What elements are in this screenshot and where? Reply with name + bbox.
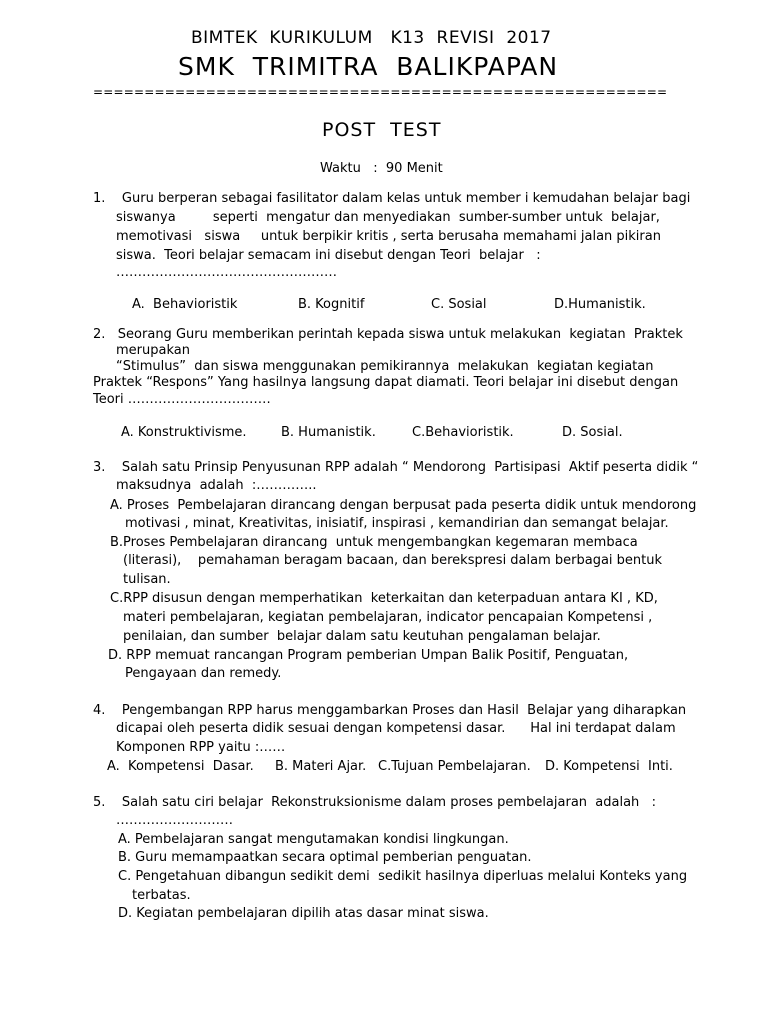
q1-option-d: D.Humanistik. — [554, 297, 646, 312]
q1-line-1: 1. Guru berperan sebagai fasilitator dalam kelas untuk member i kemudahan belajar bagi — [93, 191, 691, 206]
q5-option-c-line-1: C. Pengetahuan dibangun sedikit demi sedikit hasilnya diperluas melalui Konteks yang — [118, 869, 688, 884]
header-divider: ======================================================== — [93, 85, 668, 99]
q1-option-c: C. Sosial — [431, 297, 487, 312]
q1-option-a: A. Behavioristik — [132, 297, 238, 312]
q3-line-1: 3. Salah satu Prinsip Penyusunan RPP adalah “ Mendorong Partisipasi Aktif peserta didik “ — [93, 460, 699, 475]
q4-option-a: A. Kompetensi Dasar. — [107, 759, 254, 774]
q5-option-c-line-2: terbatas. — [132, 888, 191, 903]
workshop-title: BIMTEK KURIKULUM K13 REVISI 2017 — [191, 28, 552, 48]
q4-option-d: D. Kompetensi Inti. — [545, 759, 673, 774]
q3-option-b-line-2: (literasi), pemahaman beragam bacaan, dan berekspresi dalam berbagai bentuk — [123, 553, 663, 568]
q2-option-b: B. Humanistik. — [281, 425, 376, 440]
q2-option-a: A. Konstruktivisme. — [121, 425, 247, 440]
q2-line-4: Praktek “Respons” Yang hasilnya langsung dapat diamati. Teori belajar ini disebut dengan — [93, 375, 679, 390]
q4-line-1: 4. Pengembangan RPP harus menggambarkan Proses dan Hasil Belajar yang diharapkan — [93, 703, 687, 718]
page-title: POST TEST — [322, 119, 442, 141]
q4-line-2: dicapai oleh peserta didik sesuai dengan kompetensi dasar. Hal ini terdapat dalam — [116, 721, 676, 736]
q1-blank: …………………………………………… — [116, 265, 337, 280]
q5-option-d: D. Kegiatan pembelajaran dipilih atas dasar minat siswa. — [118, 906, 489, 921]
q2-line-3: “Stimulus” dan siswa menggunakan pemikirannya melakukan kegiatan kegiatan — [116, 359, 654, 374]
q3-option-c-line-1: C.RPP disusun dengan memperhatikan keterkaitan dan keterpaduan antara KI , KD, — [110, 591, 658, 606]
q5-option-b: B. Guru memampaatkan secara optimal pemberian penguatan. — [118, 850, 532, 865]
q3-option-d-line-1: D. RPP memuat rancangan Program pemberian Umpan Balik Positif, Penguatan, — [108, 648, 629, 663]
q3-option-b-line-1: B.Proses Pembelajaran dirancang untuk mengembangkan kegemaran membaca — [110, 535, 638, 550]
time-limit: Waktu : 90 Menit — [320, 161, 443, 176]
q3-line-2: maksudnya adalah :………….. — [116, 478, 317, 493]
q2-option-c: C.Behavioristik. — [412, 425, 514, 440]
q2-line-2: merupakan — [116, 343, 190, 358]
q2-line-5: Teori …………………………… — [93, 392, 271, 407]
q2-line-1: 2. Seorang Guru memberikan perintah kepada siswa untuk melakukan kegiatan Praktek — [93, 327, 683, 342]
q4-option-c: C.Tujuan Pembelajaran. — [378, 759, 531, 774]
q3-option-c-line-3: penilaian, dan sumber belajar dalam satu keutuhan pengalaman belajar. — [123, 629, 601, 644]
q1-line-4: siswa. Teori belajar semacam ini disebut dengan Teori belajar : — [116, 248, 541, 263]
school-name: SMK TRIMITRA BALIKPAPAN — [178, 52, 559, 81]
q1-line-3: memotivasi siswa untuk berpikir kritis , serta berusaha memahami jalan pikiran — [116, 229, 661, 244]
q3-option-d-line-2: Pengayaan dan remedy. — [125, 666, 282, 681]
q2-option-d: D. Sosial. — [562, 425, 623, 440]
q4-option-b: B. Materi Ajar. — [275, 759, 367, 774]
q1-line-2: siswanya seperti mengatur dan menyediakan sumber-sumber untuk belajar, — [116, 210, 660, 225]
q5-option-a: A. Pembelajaran sangat mengutamakan kondisi lingkungan. — [118, 832, 509, 847]
q5-blank: ……………………… — [116, 813, 233, 828]
q3-option-b-line-3: tulisan. — [123, 572, 171, 587]
q3-option-a-line-2: motivasi , minat, Kreativitas, inisiatif, inspirasi , kemandirian dan semangat belajar. — [125, 516, 669, 531]
q3-option-a-line-1: A. Proses Pembelajaran dirancang dengan berpusat pada peserta didik untuk mendorong — [110, 498, 697, 513]
q3-option-c-line-2: materi pembelajaran, kegiatan pembelajaran, indicator pencapaian Kompetensi , — [123, 610, 653, 625]
q4-line-3: Komponen RPP yaitu :…… — [116, 740, 286, 755]
q1-option-b: B. Kognitif — [298, 297, 365, 312]
q5-line-1: 5. Salah satu ciri belajar Rekonstruksionisme dalam proses pembelajaran adalah : — [93, 795, 657, 810]
